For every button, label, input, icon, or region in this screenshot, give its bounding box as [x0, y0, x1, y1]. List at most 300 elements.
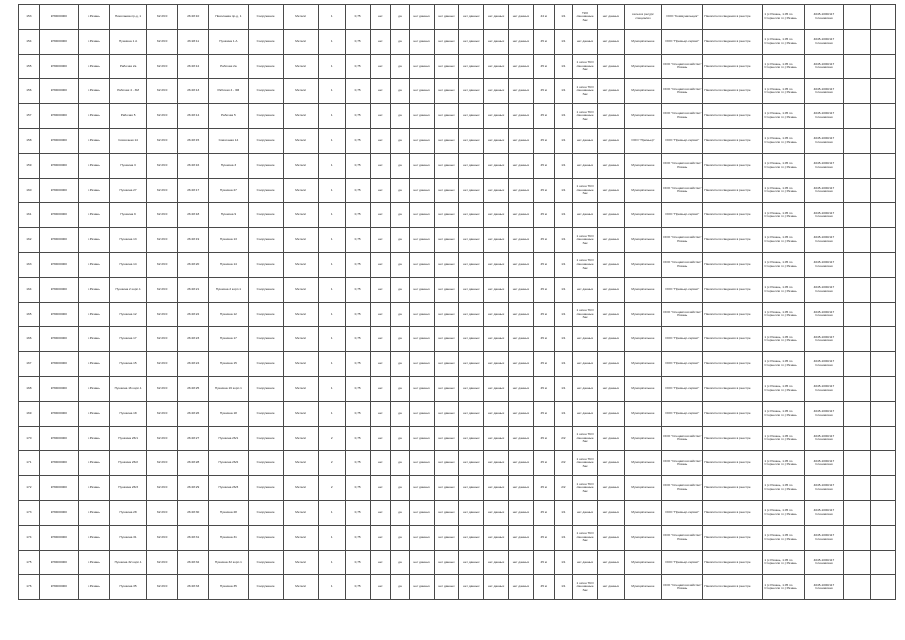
table-cell: Пушкина 32 корп.1 [109, 550, 146, 575]
table-cell: Пушкина 26/2 [109, 451, 146, 476]
table-cell [870, 500, 895, 525]
table-cell: нет данных [484, 451, 509, 476]
table-cell: Пушкина 14 [109, 252, 146, 277]
table-cell: 1/1 [554, 500, 573, 525]
table-cell: 1 шпон ТКО смешанные бак [573, 575, 598, 600]
table-cell: 26:28:13 [178, 79, 209, 104]
table-cell: Металл [283, 104, 318, 129]
table-cell: нет данных [573, 327, 598, 352]
table-cell [870, 228, 895, 253]
table-cell: 1/1 [554, 352, 573, 377]
table-cell: 1 [318, 401, 345, 426]
table-cell [844, 302, 871, 327]
table-cell: ООО "Спецавтохозяйство" Рязань [662, 228, 703, 253]
table-cell: Рабочая 4 - 3М [109, 79, 146, 104]
table-cell: да [391, 128, 410, 153]
table-cell: Накопители сведения в реестре [703, 54, 763, 79]
table-cell: Совхозная 14 [109, 128, 146, 153]
table-cell: 2 [318, 476, 345, 501]
table-cell: Пушкина 32 корп.1 [209, 550, 248, 575]
table-cell: ООО "Спецавтохозяйство" Рязань [662, 426, 703, 451]
table-cell: 165 [19, 302, 40, 327]
table-cell: 1 шпон ТКО смешанные бак [573, 228, 598, 253]
table-cell: КП0000000 [39, 79, 78, 104]
table-cell: ТКО смешанные бак [573, 5, 598, 30]
table-cell: 26:28:33 [178, 575, 209, 600]
table-cell: 161 [19, 203, 40, 228]
table-cell: КП0000000 [39, 252, 78, 277]
table-cell: сельхоз ресурс специализ [624, 5, 661, 30]
table-cell: 62:29:0 [147, 54, 178, 79]
table-cell: нет данных [597, 277, 624, 302]
table-cell: г.Рязань [78, 128, 109, 153]
table-cell: ООО "Премьер-сервис" [662, 128, 703, 153]
table-cell: 62:29:0 [147, 476, 178, 501]
table-cell: да [391, 5, 410, 30]
table-cell: 4045-1000/117 Слоновская [804, 476, 843, 501]
table-cell: нет данных [484, 104, 509, 129]
table-cell: 4045-1000/117 Слоновская [804, 401, 843, 426]
table-cell: нет данных [484, 426, 509, 451]
table-cell: 26:28:14 [178, 104, 209, 129]
table-cell: нет данных [484, 277, 509, 302]
table-cell: 0,75 [345, 451, 370, 476]
table-cell: ООО "Спецавтохозяйство" Рязань [662, 252, 703, 277]
table-cell: нет данных [573, 203, 598, 228]
table-cell [870, 104, 895, 129]
table-row [19, 203, 896, 228]
table-cell: 1 шпон ТКО смешанные бак [573, 178, 598, 203]
table-cell: Пушкина 35 [109, 575, 146, 600]
table-cell: ООО "Премьер-сервис" [662, 550, 703, 575]
table-cell: нет [370, 54, 391, 79]
table-cell: 62:29:0 [147, 79, 178, 104]
table-cell: Пушкина 2 корп.1 [109, 277, 146, 302]
table-cell: Рабочая 5 [109, 104, 146, 129]
table-cell [844, 327, 871, 352]
table-cell: КП0000000 [39, 5, 78, 30]
table-cell: да [391, 500, 410, 525]
table-cell: нет данных [459, 500, 484, 525]
table-cell: 0,75 [345, 500, 370, 525]
table-cell: 175 [19, 550, 40, 575]
table-cell: нет данных [509, 104, 534, 129]
table-row [19, 426, 896, 451]
table-cell: Рабочая 5 [209, 104, 248, 129]
table-cell: г.Рязань [78, 178, 109, 203]
table-row [19, 500, 896, 525]
table-cell: нет данных [484, 401, 509, 426]
table-cell: нет данных [409, 401, 434, 426]
table-cell: ООО "Спецавтохозяйство" Рязань [662, 79, 703, 104]
table-cell: 1 (с Рязань, 1.05 по Сторнелли гл.) Рязань [763, 476, 804, 501]
table-row [19, 104, 896, 129]
table-cell: нет данных [409, 29, 434, 54]
table-cell: 45 м [533, 128, 554, 153]
table-cell: Пушкина 16 корп.1 [209, 376, 248, 401]
table-cell: Муниципальное [624, 352, 661, 377]
table-cell: 62:29:0 [147, 5, 178, 30]
table-cell [870, 153, 895, 178]
table-cell: нет данных [434, 79, 459, 104]
table-cell: нет данных [509, 277, 534, 302]
table-cell: нет [370, 128, 391, 153]
table-cell: нет данных [409, 352, 434, 377]
table-cell: нет данных [484, 476, 509, 501]
table-cell: нет [370, 550, 391, 575]
table-cell: Муниципальное [624, 476, 661, 501]
table-cell: 1 (с Рязань, 1.05 по Сторнелли гл.) Рязань [763, 500, 804, 525]
table-row [19, 525, 896, 550]
table-cell: 62:29:0 [147, 178, 178, 203]
table-cell: 1/1 [554, 252, 573, 277]
table-cell: Пушкина 3 [209, 153, 248, 178]
table-cell: г.Рязань [78, 426, 109, 451]
table-cell [844, 128, 871, 153]
table-cell: Накопители сведения в реестре [703, 203, 763, 228]
table-cell: нет [370, 5, 391, 30]
table-cell [844, 54, 871, 79]
table-cell: ООО "Премьер" [624, 128, 661, 153]
table-cell: Металл [283, 79, 318, 104]
table-cell: Пушкина 26/2 [209, 451, 248, 476]
table-cell: нет данных [597, 5, 624, 30]
table-cell: Накопители сведения в реестре [703, 525, 763, 550]
table-cell: г.Рязань [78, 550, 109, 575]
table-cell: 62:29:0 [147, 228, 178, 253]
table-cell: 1/1 [554, 228, 573, 253]
table-cell: нет данных [509, 451, 534, 476]
table-cell: Пушкина 13 [109, 228, 146, 253]
table-cell: нет данных [409, 302, 434, 327]
table-cell: нет данных [573, 500, 598, 525]
table-cell: ООО "Премьер-сервис" [662, 352, 703, 377]
table-cell: 171 [19, 451, 40, 476]
table-cell: 45 м [533, 451, 554, 476]
table-cell: 62:29:0 [147, 327, 178, 352]
table-cell: нет данных [434, 277, 459, 302]
table-cell: КП0000000 [39, 203, 78, 228]
table-cell: 26:28:19 [178, 228, 209, 253]
table-cell: Пушкина 31 [209, 525, 248, 550]
table-cell: нет данных [484, 500, 509, 525]
table-cell: ООО "Премьер-сервис" [662, 500, 703, 525]
table-cell: Накопители сведения в реестре [703, 352, 763, 377]
table-cell [870, 426, 895, 451]
table-cell: 1 (с Рязань, 1.05 по Сторнелли гл.) Рязань [763, 128, 804, 153]
table-cell: нет данных [509, 426, 534, 451]
table-cell: 1 (с Рязань, 1.05 по Сторнелли гл.) Рязань [763, 550, 804, 575]
table-cell [844, 476, 871, 501]
table-cell: нет данных [459, 277, 484, 302]
table-cell: Сооружение [248, 29, 283, 54]
table-cell: Муниципальное [624, 327, 661, 352]
table-cell: нет данных [459, 401, 484, 426]
table-cell [844, 401, 871, 426]
table-cell: нет данных [434, 550, 459, 575]
table-cell: да [391, 426, 410, 451]
table-cell: да [391, 29, 410, 54]
table-cell: 45 м [533, 178, 554, 203]
table-cell: г.Рязань [78, 401, 109, 426]
table-cell: 1 (с Рязань, 1.05 по Сторнелли гл.) Рязань [763, 352, 804, 377]
table-cell: нет данных [409, 550, 434, 575]
table-cell: нет [370, 426, 391, 451]
table-cell: Металл [283, 302, 318, 327]
table-cell: Муниципальное [624, 426, 661, 451]
table-cell: 1 (с Рязань, 1.05 по Сторнелли гл.) Рязань [763, 5, 804, 30]
table-cell: 45 м [533, 54, 554, 79]
table-cell: 45 м [533, 401, 554, 426]
table-cell: нет данных [409, 54, 434, 79]
table-cell: 176 [19, 575, 40, 600]
table-cell: нет данных [409, 79, 434, 104]
table-cell: Металл [283, 54, 318, 79]
table-cell: Пушкина 26/3 [209, 476, 248, 501]
table-cell: 62:29:0 [147, 401, 178, 426]
table-cell [870, 252, 895, 277]
table-cell: КП0000000 [39, 178, 78, 203]
table-cell: г.Рязань [78, 302, 109, 327]
table-cell: 1/1 [554, 79, 573, 104]
table-cell: 2/2 [554, 426, 573, 451]
table-cell: 26:28:29 [178, 476, 209, 501]
table-cell: 157 [19, 104, 40, 129]
table-cell: Накопители сведения в реестре [703, 302, 763, 327]
table-cell: 0,75 [345, 128, 370, 153]
table-cell: Сооружение [248, 5, 283, 30]
table-cell: Муниципальное [624, 252, 661, 277]
table-cell: нет [370, 327, 391, 352]
table-cell: Пушкина 35 [209, 575, 248, 600]
table-cell: 45 м [533, 476, 554, 501]
table-cell: нет данных [409, 525, 434, 550]
table-cell: 4045-1000/117 Слоновская [804, 352, 843, 377]
table-cell: Накопители сведения в реестре [703, 252, 763, 277]
table-cell: нет данных [484, 54, 509, 79]
table-cell: 173 [19, 500, 40, 525]
table-cell: нет данных [573, 29, 598, 54]
table-cell: нет данных [434, 153, 459, 178]
table-cell: 1 шпон ТКО смешанные бак [573, 451, 598, 476]
table-cell: 4045-1000/117 Слоновская [804, 128, 843, 153]
table-cell: ООО "Спецавтохозяйство" Рязань [662, 525, 703, 550]
table-cell: 1 [318, 128, 345, 153]
table-cell: КП0000000 [39, 54, 78, 79]
table-cell: 45 м [533, 352, 554, 377]
table-cell: Пушкина 9 [209, 203, 248, 228]
table-cell: 172 [19, 476, 40, 501]
table-cell [844, 5, 871, 30]
table-cell: нет данных [484, 203, 509, 228]
table-cell: 62:29:0 [147, 500, 178, 525]
table-cell: нет данных [597, 104, 624, 129]
table-cell: нет данных [509, 476, 534, 501]
table-cell: нет данных [434, 228, 459, 253]
table-cell: 45 м [533, 575, 554, 600]
table-cell: Сооружение [248, 302, 283, 327]
table-cell: нет [370, 29, 391, 54]
table-cell: 62:29:0 [147, 352, 178, 377]
table-cell: 62:29:0 [147, 128, 178, 153]
table-cell: Сооружение [248, 376, 283, 401]
table-cell: нет [370, 500, 391, 525]
table-cell: Муниципальное [624, 575, 661, 600]
table-cell: 1/1 [554, 327, 573, 352]
table-cell: Пушкина 12 [209, 302, 248, 327]
table-cell: 1 (с Рязань, 1.05 по Сторнелли гл.) Рязань [763, 376, 804, 401]
table-cell: 1 [318, 252, 345, 277]
table-cell: нет данных [573, 128, 598, 153]
table-cell: 26:28:28 [178, 451, 209, 476]
table-cell: Накопители сведения в реестре [703, 5, 763, 30]
table-cell: нет данных [509, 54, 534, 79]
table-cell: нет данных [509, 575, 534, 600]
table-cell: Накопители сведения в реестре [703, 153, 763, 178]
table-cell: 2 [318, 451, 345, 476]
table-cell: Муниципальное [624, 376, 661, 401]
table-cell: да [391, 302, 410, 327]
table-cell: Сооружение [248, 178, 283, 203]
table-cell: 2 [318, 426, 345, 451]
table-cell: Накопители сведения в реестре [703, 104, 763, 129]
table-cell: Муниципальное [624, 54, 661, 79]
table-cell: 1 [318, 277, 345, 302]
table-cell: нет данных [597, 252, 624, 277]
table-cell: нет данных [597, 228, 624, 253]
table-cell: КП0000000 [39, 228, 78, 253]
table-row [19, 153, 896, 178]
table-cell: Сооружение [248, 401, 283, 426]
table-cell: 1/1 [554, 153, 573, 178]
table-cell: 4045-1000/117 Слоновская [804, 575, 843, 600]
table-cell: Пушкина 26/3 [109, 476, 146, 501]
table-cell: да [391, 451, 410, 476]
table-cell: 62:29:0 [147, 153, 178, 178]
table-cell [844, 277, 871, 302]
table-cell: нет данных [509, 153, 534, 178]
table-cell: да [391, 178, 410, 203]
table-cell: КП0000000 [39, 302, 78, 327]
table-cell: Накопители сведения в реестре [703, 550, 763, 575]
table-cell: 4045-1000/117 Слоновская [804, 327, 843, 352]
table-cell [870, 5, 895, 30]
table-cell [844, 29, 871, 54]
table-cell: Металл [283, 376, 318, 401]
table-cell: КП0000000 [39, 277, 78, 302]
table-cell: нет данных [459, 575, 484, 600]
table-cell: нет данных [597, 575, 624, 600]
table-cell: нет данных [597, 327, 624, 352]
table-cell: нет данных [459, 54, 484, 79]
table-cell: 0,75 [345, 203, 370, 228]
table-cell: нет данных [484, 29, 509, 54]
table-cell: 1/1 [554, 401, 573, 426]
table-cell: 1/1 [554, 575, 573, 600]
table-cell: да [391, 401, 410, 426]
table-cell: нет данных [459, 104, 484, 129]
table-cell: нет данных [434, 5, 459, 30]
table-cell: да [391, 104, 410, 129]
table-cell: нет данных [597, 426, 624, 451]
table-cell: нет данных [459, 476, 484, 501]
table-cell: 1 [318, 302, 345, 327]
table-cell: 26:28:32 [178, 550, 209, 575]
table-cell [870, 525, 895, 550]
table-cell: Сооружение [248, 277, 283, 302]
table-cell: Муниципальное [624, 29, 661, 54]
table-cell: 1 (с Рязань, 1.05 по Сторнелли гл.) Рязань [763, 104, 804, 129]
table-cell: г.Рязань [78, 153, 109, 178]
table-cell: 26:28:25 [178, 376, 209, 401]
table-cell: нет данных [434, 178, 459, 203]
table-cell: 4045-1000/117 Слоновская [804, 5, 843, 30]
table-cell: Муниципальное [624, 302, 661, 327]
table-cell: 166 [19, 327, 40, 352]
table-cell: 1 (с Рязань, 1.05 по Сторнелли гл.) Рязань [763, 203, 804, 228]
table-cell: Сооружение [248, 426, 283, 451]
table-cell: ООО "Спецавтохозяйство" Рязань [662, 153, 703, 178]
table-cell: 1/1 [554, 104, 573, 129]
table-cell [870, 401, 895, 426]
table-cell: г.Рязань [78, 525, 109, 550]
table-cell: да [391, 79, 410, 104]
table-cell: 45 м [533, 203, 554, 228]
table-cell: нет [370, 104, 391, 129]
table-cell: нет данных [573, 376, 598, 401]
table-cell: 1/1 [554, 203, 573, 228]
table-cell [844, 252, 871, 277]
table-cell: Металл [283, 525, 318, 550]
table-cell: 4045-1000/117 Слоновская [804, 500, 843, 525]
table-row [19, 277, 896, 302]
table-cell: 0,75 [345, 426, 370, 451]
table-cell: нет данных [597, 128, 624, 153]
table-cell: Пушкина 3 [109, 153, 146, 178]
table-cell: г.Рязань [78, 352, 109, 377]
table-cell: да [391, 277, 410, 302]
table-cell: 45 м [533, 302, 554, 327]
table-cell: 1 шпон ТКО смешанные бак [573, 79, 598, 104]
table-cell: Накопители сведения в реестре [703, 178, 763, 203]
table-cell: 1 [318, 525, 345, 550]
table-cell: 1 [318, 54, 345, 79]
table-cell: Металл [283, 352, 318, 377]
table-cell: 0,75 [345, 352, 370, 377]
table-cell: г.Рязань [78, 252, 109, 277]
table-cell: 1 (с Рязань, 1.05 по Сторнелли гл.) Рязань [763, 252, 804, 277]
table-cell: нет данных [509, 178, 534, 203]
table-cell: 0,75 [345, 104, 370, 129]
table-row [19, 178, 896, 203]
table-cell: нет данных [409, 500, 434, 525]
table-cell: нет данных [484, 153, 509, 178]
table-cell: 45 м [533, 252, 554, 277]
table-cell: нет данных [484, 128, 509, 153]
table-cell: нет данных [484, 252, 509, 277]
table-cell: КП0000000 [39, 451, 78, 476]
table-cell: 26:28:26 [178, 401, 209, 426]
table-cell: нет данных [459, 550, 484, 575]
table-cell: г.Рязань [78, 451, 109, 476]
table-cell: КП0000000 [39, 500, 78, 525]
table-cell: ООО "Премьер-сервис" [662, 203, 703, 228]
table-cell: нет данных [509, 352, 534, 377]
table-cell: Совхозная 14 [209, 128, 248, 153]
table-cell: ООО "Спецавтохозяйство" Рязань [662, 476, 703, 501]
table-cell: 45 м [533, 79, 554, 104]
table-cell: 26:28:30 [178, 500, 209, 525]
